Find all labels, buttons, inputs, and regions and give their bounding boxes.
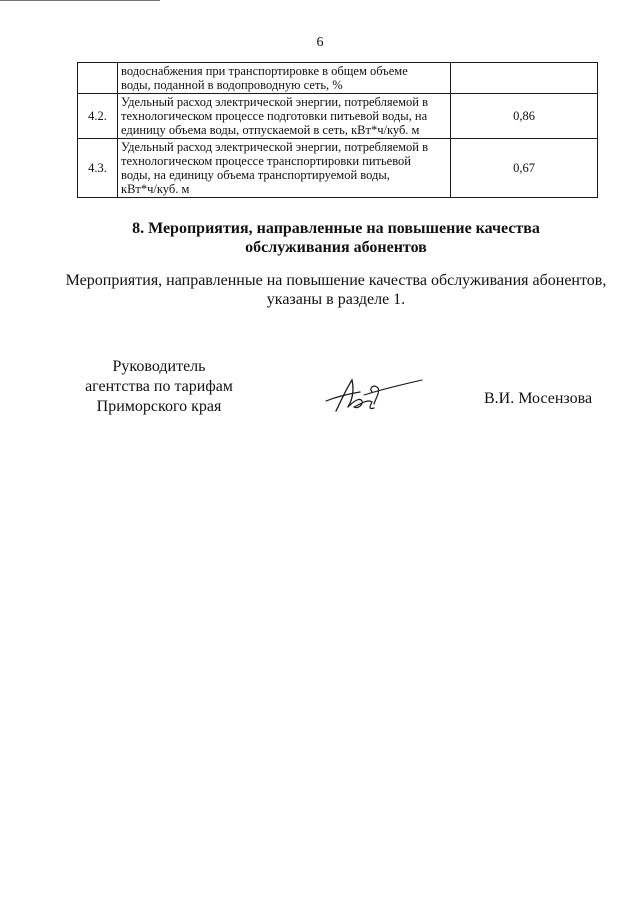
paragraph-line: Мероприятия, направленные на повышение качества обслуживания абонентов, [65,272,607,289]
section-title-line: обслуживания абонентов [245,239,427,256]
section-title-line: 8. Мероприятия, направленные на повышение качества [132,220,540,237]
indicators-table [77,62,598,198]
row-description-cell [118,63,451,94]
signer-position-line: агентства по тарифам [85,378,233,395]
section-paragraph [0,271,640,309]
signer-position-line: Приморского края [96,398,222,415]
row-number-cell: 4.2. [78,94,118,139]
page-number: 6 [316,35,324,50]
description-line: воды, на единицу объема транспортируемой воды, [121,168,390,182]
row-value-cell [451,63,598,94]
description-line: единицу объема воды, отпускаемой в сеть, кВт*ч/куб. м [121,123,420,137]
paragraph-line: указаны в разделе 1. [266,291,406,308]
section-title [0,219,640,257]
signer-name: В.И. Мосензова [484,390,593,407]
description-line: Удельный расход электрической энергии, потребляемой в [121,140,429,154]
row-number-cell: 4.3. [78,139,118,198]
row-value-cell: 0,67 [451,139,598,198]
description-line: кВт*ч/куб. м [121,182,190,196]
table-row [78,94,598,139]
row-number-cell [78,63,118,94]
description-line: технологическом процессе транспортировки питьевой [121,154,411,168]
description-line: воды, поданной в водопроводную сеть, % [121,78,343,92]
description-line: водоснабжения при транспортировке в общем объеме [121,64,408,78]
description-line: технологическом процессе подготовки питьевой воды, на [121,109,428,123]
top-rule [0,0,160,1]
signer-position [66,357,252,417]
row-value-cell: 0,86 [451,94,598,139]
row-description-cell [118,94,451,139]
handwritten-signature-icon [318,373,428,418]
row-description-cell [118,139,451,198]
description-line: Удельный расход электрической энергии, потребляемой в [121,95,429,109]
signer-position-line: Руководитель [112,358,206,375]
table-row [78,139,598,198]
table-row [78,63,598,94]
